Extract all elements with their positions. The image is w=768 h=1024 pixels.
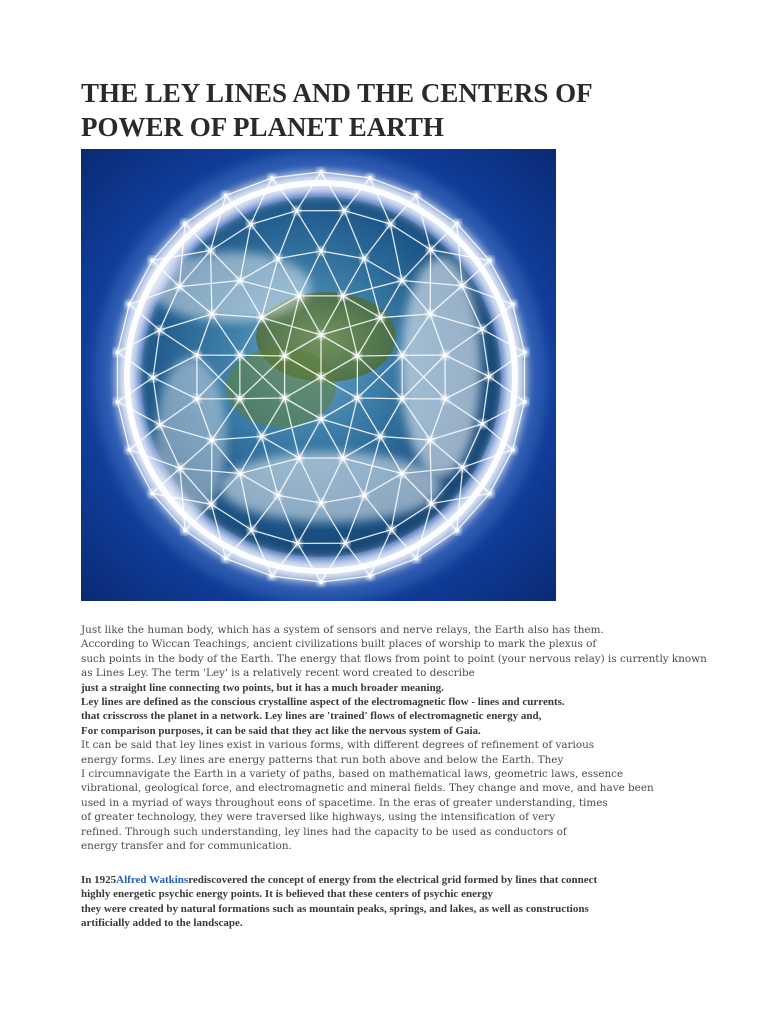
paragraph-1-line: just a straight line connecting two points, but it has a much broader meaning. <box>81 681 444 694</box>
grid-node <box>511 302 515 306</box>
grid-node <box>249 222 253 226</box>
grid-node <box>195 397 199 401</box>
paragraph-1-line: Just like the human body, which has a system of sensors and nerve relays, the Earth also has them. <box>81 624 604 636</box>
grid-node <box>362 493 366 497</box>
grid-node <box>523 350 527 354</box>
alfred-watkins-link[interactable]: Alfred Watkins <box>116 874 189 886</box>
grid-node <box>209 248 213 252</box>
paragraph-1-line: energy forms. Ley lines are energy patterns that run both above and below the Earth. They <box>81 753 564 766</box>
grid-node <box>319 333 323 337</box>
grid-node <box>319 501 323 505</box>
grid-node <box>260 434 264 438</box>
grid-node <box>480 327 484 331</box>
grid-node <box>283 396 287 400</box>
grid-node <box>460 284 464 288</box>
paragraph-2-prefix: In 1925 <box>81 874 117 886</box>
earth-grid-illustration <box>81 149 556 601</box>
grid-node <box>127 448 131 452</box>
grid-node <box>276 493 280 497</box>
paragraph-1-line: used in a myriad of ways throughout eons of spacetime. In the eras of greater understanding, times <box>81 796 608 809</box>
grid-node <box>158 423 162 427</box>
grid-node <box>319 249 323 253</box>
paragraph-1-line: as Lines Ley. The term 'Ley' is a relatively recent word created to describe <box>81 667 475 680</box>
paragraph-1-line: energy transfer and for communication. <box>81 840 292 853</box>
grid-node <box>297 294 301 298</box>
grid-node <box>362 257 366 261</box>
grid-node <box>158 328 162 332</box>
paragraph-1-line: For comparison purposes, it can be said that they act like the nervous system of Gaia. <box>81 724 481 737</box>
grid-node <box>127 302 131 306</box>
paragraph-2-line-1-rest: rediscovered the concept of energy from the electrical grid formed by lines that connect <box>188 874 598 886</box>
grid-node <box>224 193 228 197</box>
grid-node <box>224 557 228 561</box>
page-title-line-1: THE LEY LINES AND THE CENTERS OF <box>81 78 593 108</box>
grid-line <box>240 355 285 356</box>
grid-node <box>210 438 214 442</box>
grid-node <box>319 580 323 584</box>
grid-node <box>511 448 515 452</box>
grid-node <box>341 456 345 460</box>
grid-node <box>151 376 155 380</box>
grid-node <box>378 316 382 320</box>
paragraph-2-line-2: highly energetic psychic energy points. It is believed that these centers of psychic energy <box>81 888 493 901</box>
grid-node <box>115 400 119 404</box>
grid-line <box>240 398 285 399</box>
paragraph-2 <box>81 873 681 931</box>
paragraph-2-line-1 <box>81 873 681 887</box>
page-title <box>81 76 721 144</box>
grid-node <box>429 502 433 506</box>
grid-node <box>270 574 274 578</box>
grid-node <box>378 434 382 438</box>
cloud <box>221 452 441 522</box>
grid-node <box>283 354 287 358</box>
earth-grid-image <box>81 149 556 601</box>
paragraph-2-line-4: artificially added to the landscape. <box>81 917 243 930</box>
grid-node <box>443 353 447 357</box>
page-title-line-2: POWER OF PLANET EARTH <box>81 112 444 142</box>
grid-node <box>400 353 404 357</box>
grid-node <box>183 222 187 226</box>
grid-node <box>429 248 433 252</box>
grid-node <box>209 502 213 506</box>
grid-node <box>319 417 323 421</box>
grid-node <box>355 354 359 358</box>
paragraph-1-line: I circumnavigate the Earth in a variety of paths, based on mathematical laws, geometric laws, essence <box>81 768 624 781</box>
paragraph-1-line: that crisscross the planet in a network. Ley lines are 'trained' flows of electromagnetic energy and, <box>81 710 542 723</box>
grid-node <box>368 574 372 578</box>
grid-node <box>297 456 301 460</box>
grid-node <box>455 528 459 532</box>
grid-node <box>238 397 242 401</box>
grid-node <box>461 465 465 469</box>
grid-node <box>428 438 432 442</box>
grid-node <box>414 193 418 197</box>
grid-node <box>270 176 274 180</box>
grid-node <box>178 466 182 470</box>
paragraph-1-line: of greater technology, they were traversed like highways, using the intensification of very <box>81 811 556 824</box>
grid-node <box>183 528 187 532</box>
grid-line <box>357 355 402 356</box>
grid-node <box>523 400 527 404</box>
grid-node <box>150 259 154 263</box>
paragraph-1-line: vibrational, geological force, and electromagnetic and mineral fields. They change and move, and have been <box>81 782 654 795</box>
paragraph-1-line: According to Wiccan Teachings, ancient civilizations built places of worship to mark the plexus of <box>81 638 597 651</box>
grid-node <box>177 285 181 289</box>
grid-node <box>342 209 346 213</box>
paragraph-1 <box>81 623 707 854</box>
grid-line <box>357 398 402 399</box>
paragraph-1-line: Ley lines are defined as the conscious crystalline aspect of the electromagnetic flow - lines and currents. <box>81 696 565 709</box>
grid-node <box>389 528 393 532</box>
grid-node <box>276 257 280 261</box>
grid-node <box>414 557 418 561</box>
grid-node <box>400 397 404 401</box>
grid-node <box>250 528 254 532</box>
grid-node <box>343 541 347 545</box>
grid-node <box>238 278 242 282</box>
paragraph-1-line: such points in the body of the Earth. The energy that flows from point to point (your nervous relay) is currently known <box>81 652 707 665</box>
grid-node <box>428 312 432 316</box>
grid-node <box>296 541 300 545</box>
grid-node <box>455 222 459 226</box>
grid-node <box>210 312 214 316</box>
grid-node <box>368 176 372 180</box>
paragraph-2-line-3: they were created by natural formations such as mountain peaks, springs, and lakes, as well as constructions <box>81 902 589 915</box>
grid-node <box>400 472 404 476</box>
paragraph-1-line: It can be said that ley lines exist in various forms, with different degrees of refinement of various <box>81 739 595 752</box>
grid-node <box>488 259 492 263</box>
grid-node <box>195 353 199 357</box>
grid-node <box>480 422 484 426</box>
grid-node <box>319 375 323 379</box>
grid-node <box>295 209 299 213</box>
grid-node <box>355 396 359 400</box>
grid-node <box>388 222 392 226</box>
paragraph-1-line: refined. Through such understanding, ley lines had the capacity to be used as conductors of <box>81 825 567 838</box>
grid-node <box>150 491 154 495</box>
grid-node <box>319 170 323 174</box>
grid-node <box>238 353 242 357</box>
grid-node <box>487 374 491 378</box>
grid-node <box>488 491 492 495</box>
grid-node <box>115 350 119 354</box>
grid-node <box>238 472 242 476</box>
grid-node <box>400 278 404 282</box>
grid-node <box>341 294 345 298</box>
grid-node <box>260 316 264 320</box>
grid-node <box>443 397 447 401</box>
